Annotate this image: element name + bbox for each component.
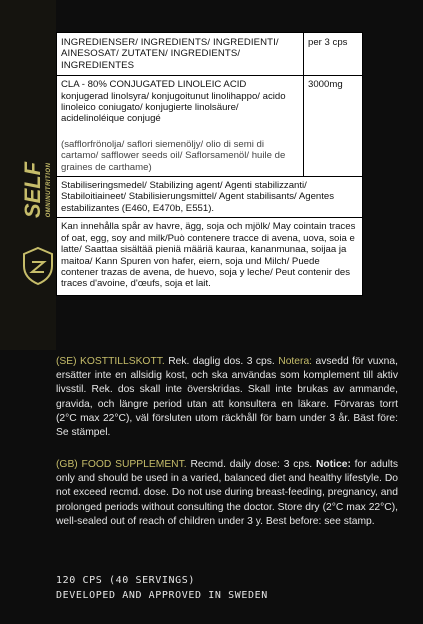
swedish-section xyxy=(56,355,398,440)
stabilizing-agents: Stabiliseringsmedel/ Stabilizing agent/ Agenti stabilizzanti/ Stabiloitiaineet/ Stabilisierungsmittel/ Agent stabilisants/ Agentes estabilizantes (E460, E470b, E551). xyxy=(56,177,363,218)
svg-text:SELF: SELF xyxy=(20,161,45,219)
cla-dose: 3000mg xyxy=(303,76,362,176)
origin-statement: DEVELOPED AND APPROVED IN SWEDEN xyxy=(56,590,268,601)
shield-emblem-icon xyxy=(24,248,52,284)
se-dose: Rek. daglig dos. 3 cps. xyxy=(164,356,279,367)
gb-dose: Recmd. daily dose: 3 cps. xyxy=(186,459,316,470)
cla-translations: konjugerad linolsyra/ konjugoitunut linolihappo/ acido linoleico coniugato/ konjugierte linolsäure/ acidelinoléique conjugé xyxy=(61,90,286,125)
gb-body: for adults only and should be used in a varied, balanced diet and healthy lifestyle. Do not exceed recmd. dose. Do not use during breast-feeding, pregnancy, and prolonged periods without consulting the doctor. Store dry (2°C max 22°C), well-sealed out of reach of children under 3 y. Best before: see stamp. xyxy=(56,459,398,527)
english-section xyxy=(56,458,398,529)
gb-note-label: Notice: xyxy=(315,459,351,470)
cla-row xyxy=(56,76,363,177)
cla-name: CLA - 80% CONJUGATED LINOLEIC ACID xyxy=(61,79,247,91)
dose-header: per 3 cps xyxy=(303,33,362,75)
allergy-warning: Kan innehålla spår av havre, ägg, soja och mjölk/ May cointain traces of oat, egg, soy and milk/Può contenere tracce di avena, uova, soia e latte/ Saattaa sisältää pieniä määriä kauraa, kananmunaa, soijaa ja maitoa/ Kann Spuren von hafer, eiern, soja und Milch/ Puede contener trazas de avena, de huevo, soja y leche/ Peut contenir des traces d'avoine, d'œufs, soja et lait. xyxy=(56,218,363,295)
footer xyxy=(56,573,268,603)
se-note-label: Notera: xyxy=(278,356,313,367)
ingredients-header: INGREDIENSER/ INGREDIENTS/ INGREDIENTI/ AINESOSAT/ ZUTATEN/ INGREDIENTS/ INGREDIENTES xyxy=(61,37,279,71)
ingredients-header-row xyxy=(56,32,363,76)
gb-heading: (GB) FOOD SUPPLEMENT. xyxy=(56,459,187,470)
brand-logo xyxy=(20,40,56,300)
se-heading: (SE) KOSTTILLSKOTT. xyxy=(56,356,165,367)
oil-sources: (safflorfrönolja/ saflori siemenöljy/ olio di semi di cartamo/ safflower seeds oil/ Saflorsamenöl/ huile de graines de carthame) xyxy=(61,138,286,173)
svg-text:OMNINUTRITION: OMNINUTRITION xyxy=(46,162,52,218)
se-body: avsedd för vuxna, ersätter inte en allsidig kost, och ska användas som komplement till aktiv livsstil. Rek. dos skall inte överskridas. Skall inte brukas av ammande, gravida, och längre period utan att konsultera en läkare. Förvaras torrt (2°C max 22°C), väl försluten utom räckhåll för barn under 3 år. Bäst före: Se stämpel. xyxy=(56,356,398,439)
ingredients-panel xyxy=(56,32,363,296)
capsule-count: 120 CPS (40 SERVINGS) xyxy=(56,575,196,586)
